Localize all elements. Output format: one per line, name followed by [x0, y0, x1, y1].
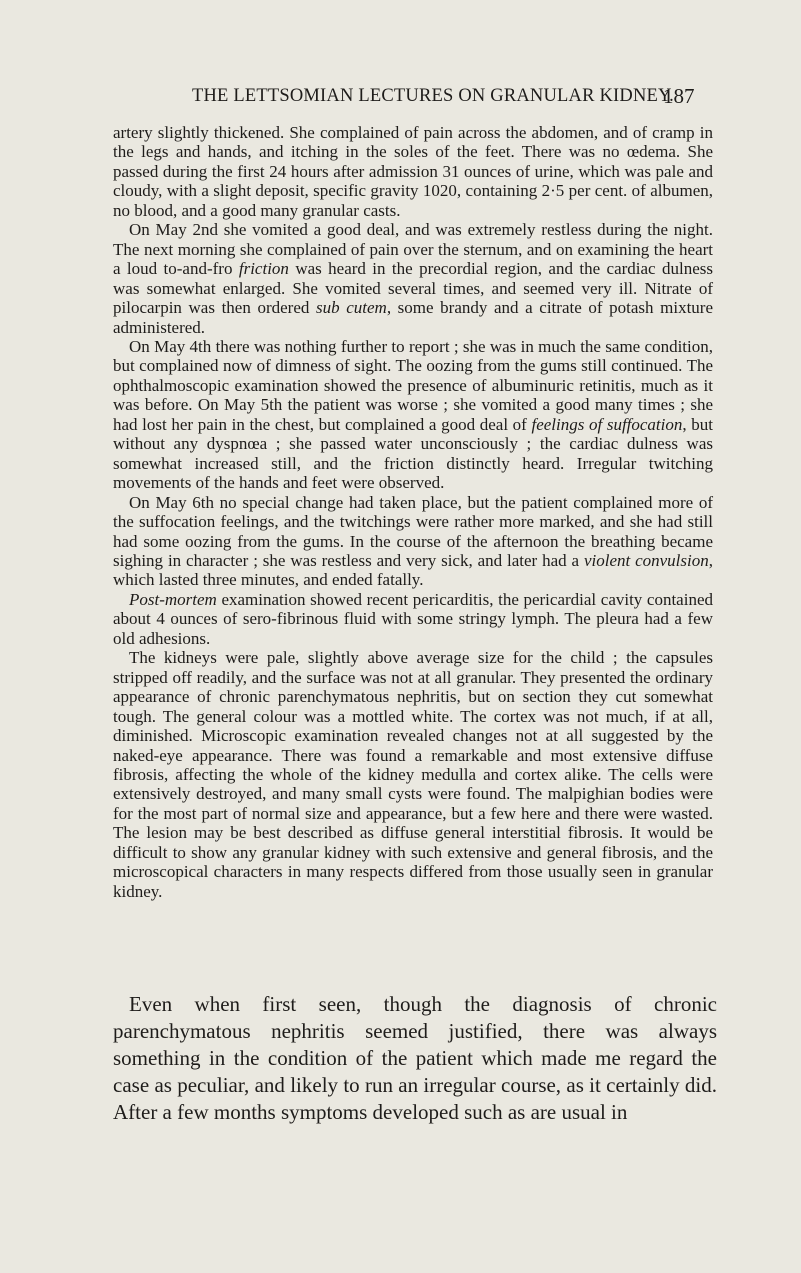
italic-phrase: friction: [238, 259, 289, 279]
text-run: , some brandy and a citrate of potash mixture administered.: [113, 298, 713, 337]
case-paragraph: [113, 220, 713, 337]
text-run: On May 4th there was nothing further to report ; she was in much the same condition, but complained now of dimness of sight. The oozing from the gums still continued. The ophthalmoscopic examination showed the presence of albuminuric retinitis, much as it was before. On May 5th the patient was worse ; she vomited a good many times ; she had lost her pain in the chest, but complained a good deal of: [113, 336, 713, 434]
page-number: 187: [663, 84, 695, 108]
lecture-paragraph: [113, 991, 717, 1126]
text-run: On May 6th no special change had taken place, but the patient complained more of the suffocation feelings, and the twitchings were rather more marked, and she had still had some oozing from the gums. In the course of the afternoon the breathing became sighing in character ; she was restless and very sick, and later had a: [113, 492, 713, 570]
case-paragraph: [113, 337, 713, 493]
text-run: was heard in the precordial region, and the cardiac dulness was somewhat enlarged. She vomited several times, and seemed very ill. Nitrate of pilocarpin was then ordered: [113, 259, 713, 318]
text-run: Even when first seen, though the diagnosis of chronic parenchymatous nephritis seemed justified, there was always something in the condition of the patient which made me regard the case as peculiar, and likely to run an irregular course, as it certainly did. After a few months symptoms developed such as are usual in: [113, 992, 717, 1124]
text-run: examination showed recent pericarditis, the pericardial cavity contained about 4 ounces of sero-fibrinous fluid with some stringy lymph. The pleura had a few old adhesions.: [113, 589, 713, 648]
case-paragraph: [113, 590, 713, 648]
running-head: THE LETTSOMIAN LECTURES ON GRANULAR KIDNEY.: [191, 86, 675, 106]
case-paragraph: [113, 493, 713, 590]
text-run: , but without any dyspnœa ; she passed water unconsciously ; the cardiac dulness was somewhat increased still, and the friction distinctly heard. Irregular twitching movements of the hands and feet were observed.: [113, 414, 713, 493]
text-run: artery slightly thickened. She complained of pain across the abdomen, and of cramp in the legs and hands, and itching in the soles of the feet. There was no œdema. She passed during the first 24 hours after admission 31 ounces of urine, which was pale and cloudy, with a slight deposit, specific gravity 1020, containing 2·5 per cent. of albumen, no blood, and a good many granular casts.: [113, 123, 713, 220]
lecture-body: [113, 991, 717, 1126]
case-paragraph: [113, 123, 713, 220]
case-report: [113, 123, 713, 901]
italic-phrase: feelings of suffocation: [531, 414, 683, 434]
italic-phrase: Post-mortem: [129, 589, 217, 609]
text-run: , which lasted three minutes, and ended fatally.: [113, 550, 713, 590]
italic-phrase: sub cutem: [315, 298, 387, 318]
text-run: On May 2nd she vomited a good deal, and was extremely restless during the night. The next morning she complained of pain over the sternum, and on examining the heart a loud to-and-fro: [113, 220, 713, 279]
italic-phrase: violent convulsion: [583, 550, 709, 570]
case-paragraph: [113, 648, 713, 901]
text-run: The kidneys were pale, slightly above average size for the child ; the capsules stripped off readily, and the surface was not at all granular. They presented the ordinary appearance of chronic parenchymatous nephritis, but on section they cut somewhat tough. The general colour was a mottled white. The cortex was not much, if at all, diminished. Microscopic examination revealed changes not at all suggested by the naked-eye appearance. There was found a remarkable and most extensive diffuse fibrosis, affecting the whole of the kidney medulla and cortex alike. The cells were extensively destroyed, and many small cysts were found. The malpighian bodies were for the most part of normal size and appearance, but a few here and there were wasted. The lesion may be best described as diffuse general interstitial fibrosis. It would be difficult to show any granular kidney with such extensive and general fibrosis, and the microscopical characters in many respects differed from those usually seen in granular kidney.: [113, 648, 713, 901]
